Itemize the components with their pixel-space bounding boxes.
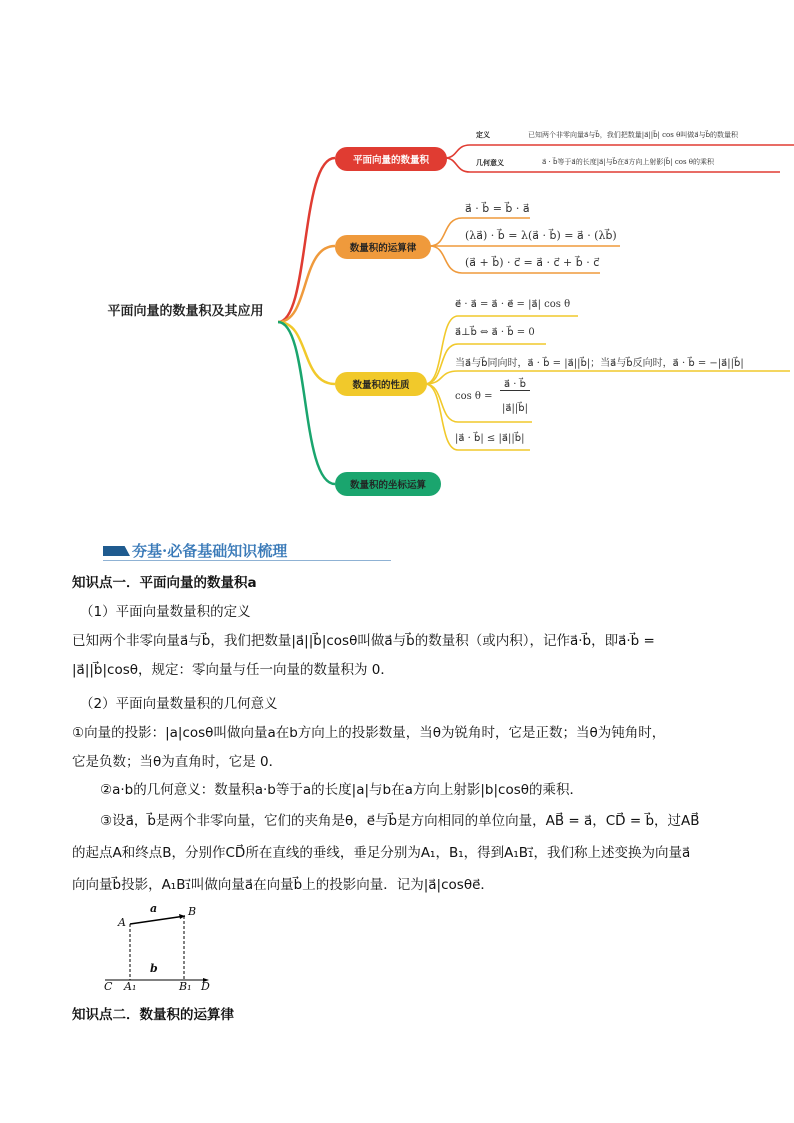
- mindmap-node-dot-product: 平面向量的数量积: [335, 147, 447, 171]
- label-a: a: [150, 902, 158, 915]
- section-marker: [103, 546, 130, 556]
- paragraph: |a⃗||b⃗|cosθ，规定：零向量与任一向量的数量积为 0．: [72, 662, 394, 678]
- label-D: D: [201, 980, 210, 993]
- paragraph: （2）平面向量数量积的几何意义: [80, 696, 278, 712]
- heading-point-two: 知识点二．数量积的运算律: [72, 1007, 234, 1023]
- label-B1: B₁: [179, 980, 192, 993]
- label-B: B: [188, 905, 197, 918]
- mindmap-root: 平面向量的数量积及其应用: [107, 304, 264, 319]
- leaf-same-direction: 当a⃗与b⃗同向时，a⃗ · b⃗ = |a⃗||b⃗|；当a⃗与b⃗反向时，a⃗ · b⃗ = −|a⃗||b⃗|: [455, 358, 744, 369]
- paragraph: 向向量b⃗投影，A₁B₁⃗叫做向量a⃗在向量b⃗上的投影向量．记为|a⃗|cosθe⃗．: [72, 877, 494, 893]
- paragraph: ①向量的投影：|a|cosθ叫做向量a在b方向上的投影数量，当θ为锐角时，它是正数；当θ为钝角时，: [72, 725, 666, 741]
- leaf-tag-definition: 定义: [476, 131, 490, 139]
- label-A1: A₁: [124, 980, 137, 993]
- leaf-inequality: |a⃗ · b⃗| ≤ |a⃗||b⃗|: [455, 433, 525, 444]
- paragraph: 已知两个非零向量a⃗与b⃗，我们把数量|a⃗||b⃗|cosθ叫做a⃗与b⃗的数量积（或内积），记作a⃗·b⃗，即a⃗·b⃗ =: [72, 633, 655, 649]
- mindmap-branches: [0, 0, 794, 520]
- leaf-cos-numerator: a⃗ · b⃗: [500, 379, 530, 391]
- leaf-scalar: (λa⃗) · b⃗ = λ(a⃗ · b⃗) = a⃗ · (λb⃗): [465, 229, 617, 242]
- section-underline: [103, 560, 391, 561]
- mindmap-node-properties: 数量积的性质: [335, 372, 427, 396]
- label-b: b: [150, 962, 158, 975]
- leaf-distributive: (a⃗ + b⃗) · c⃗ = a⃗ · c⃗ + b⃗ · c⃗: [465, 256, 600, 269]
- paragraph: 的起点A和终点B，分别作CD⃗所在直线的垂线，垂足分别为A₁，B₁，得到A₁B₁⃗，我们称上述变换为向量a⃗: [72, 845, 691, 861]
- paragraph: ②a·b的几何意义：数量积a·b等于a的长度|a|与b在a方向上射影|b|cosθ的乘积．: [100, 782, 583, 798]
- leaf-geometric: a⃗ · b⃗等于a⃗的长度|a⃗|与b⃗在a⃗方向上射影|b⃗| cos θ的乘积: [542, 158, 714, 166]
- paragraph: （1）平面向量数量积的定义: [80, 604, 251, 620]
- leaf-unit: e⃗ · a⃗ = a⃗ · e⃗ = |a⃗| cos θ: [455, 299, 571, 310]
- section-title: 夯基·必备基础知识梳理: [132, 542, 288, 560]
- leaf-cos-denominator: |a⃗||b⃗|: [502, 403, 528, 414]
- leaf-perpendicular: a⃗⊥b⃗ ⇔ a⃗ · b⃗ = 0: [455, 327, 535, 338]
- mindmap-node-laws: 数量积的运算律: [335, 235, 431, 259]
- paragraph: 它是负数；当θ为直角时，它是 0．: [72, 754, 283, 770]
- label-C: C: [104, 980, 113, 993]
- label-A: A: [118, 916, 126, 929]
- mindmap-node-coordinates: 数量积的坐标运算: [335, 472, 441, 496]
- paragraph: ③设a⃗，b⃗是两个非零向量，它们的夹角是θ，e⃗与b⃗是方向相同的单位向量，AB⃗ = a⃗，CD⃗ = b⃗，过AB⃗: [100, 813, 700, 829]
- leaf-commutative: a⃗ · b⃗ = b⃗ · a⃗: [465, 202, 530, 215]
- leaf-cos: cos θ =: [455, 391, 493, 402]
- leaf-tag-geometric: 几何意义: [476, 159, 504, 167]
- leaf-definition: 已知两个非零向量a⃗与b⃗，我们把数量|a⃗||b⃗| cos θ叫做a⃗与b⃗的数量积: [528, 131, 739, 139]
- heading-point-one: 知识点一．平面向量的数量积a: [72, 575, 257, 591]
